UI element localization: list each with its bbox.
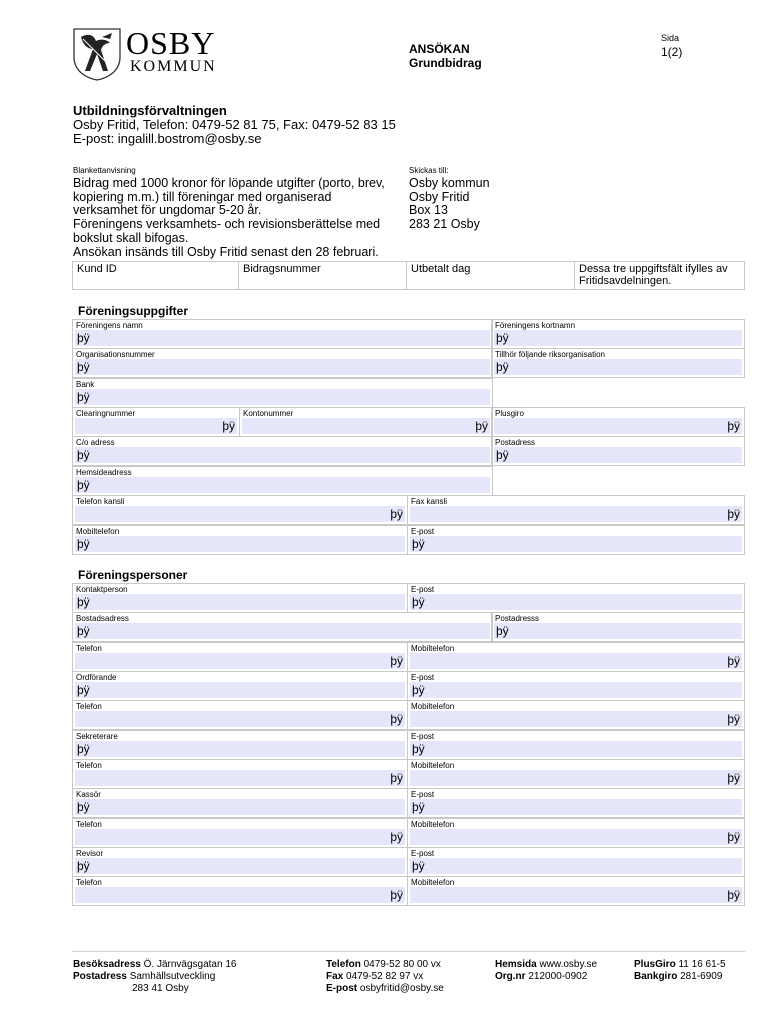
instruction-line: kopiering m.m.) till föreningar med organiserad xyxy=(73,189,332,204)
field-label: Mobiltelefon xyxy=(411,761,455,770)
text-input[interactable]: þÿ xyxy=(410,858,742,874)
footer-epost-label: E-post xyxy=(326,983,358,994)
kontakt-telefon-field[interactable] xyxy=(72,642,408,672)
footer-plusgiro-label: PlusGiro xyxy=(634,959,676,970)
sekreterare-field[interactable] xyxy=(72,730,408,760)
mobiltelefon-field[interactable] xyxy=(72,525,408,555)
send-to-line: 283 21 Osby xyxy=(409,217,480,232)
field-label: Föreningens kortnamn xyxy=(495,321,576,330)
field-label: Föreningens namn xyxy=(76,321,143,330)
footer-bankgiro-value: 281-6909 xyxy=(680,971,723,982)
field-label: Mobiltelefon xyxy=(411,644,455,653)
send-to-label: Skickas till: xyxy=(409,166,449,175)
field-label: Hemsideadress xyxy=(76,468,132,477)
text-input[interactable]: þÿ xyxy=(75,653,405,669)
text-input[interactable]: þÿ xyxy=(410,829,742,845)
footer-bankgiro-label: Bankgiro xyxy=(634,971,678,982)
text-input[interactable]: þÿ xyxy=(75,447,490,463)
text-input[interactable]: þÿ xyxy=(410,536,742,552)
kontaktperson-field[interactable] xyxy=(72,583,408,613)
footer-hemsida-value: www.osby.se xyxy=(539,959,598,970)
footer-post-value2: 283 41 Osby xyxy=(132,983,189,994)
text-input[interactable]: þÿ xyxy=(75,711,405,727)
field-label: Postadress xyxy=(495,438,536,447)
field-label: Telefon kansli xyxy=(76,497,125,506)
kontaktperson-epost-field[interactable] xyxy=(407,583,745,613)
postadresss-field[interactable] xyxy=(491,612,745,642)
ordforande-field[interactable] xyxy=(72,671,408,701)
instruction-line: bokslut skall bifogas. xyxy=(73,230,189,245)
text-input[interactable]: þÿ xyxy=(410,770,742,786)
utbetalt-cell xyxy=(406,261,575,290)
admin-note: Dessa tre uppgiftsfält ifylles av Fritidsavdelningen. xyxy=(579,263,728,287)
kassor-field[interactable] xyxy=(72,788,408,818)
section-foreningspersoner: Föreningspersoner xyxy=(78,568,188,582)
field-label: Plusgiro xyxy=(495,409,524,418)
sekreterare-mobiltelefon-field[interactable] xyxy=(407,759,745,789)
text-input[interactable]: þÿ xyxy=(494,418,742,434)
footer-hemsida-label: Hemsida xyxy=(495,959,537,970)
foreningens-kortnamn-field[interactable] xyxy=(491,319,745,349)
doc-subtitle: Grundbidrag xyxy=(409,56,482,70)
bidragsnummer-cell xyxy=(238,261,407,290)
field-label: E-post xyxy=(411,673,435,682)
hemsideadress-field[interactable] xyxy=(72,466,493,496)
field-label: Kassör xyxy=(76,790,101,799)
footer-post-value: Samhällsutveckling xyxy=(129,971,216,982)
plusgiro-field[interactable] xyxy=(491,407,745,437)
logo-osby-text: OSBY xyxy=(126,25,216,61)
text-input[interactable]: þÿ xyxy=(75,506,405,522)
send-to-line: Box 13 xyxy=(409,203,448,218)
text-input[interactable]: þÿ xyxy=(410,741,742,757)
send-to-line: Osby Fritid xyxy=(409,189,470,204)
admin-note-cell xyxy=(574,261,745,290)
footer-tel-label: Telefon xyxy=(326,959,361,970)
co-adress-field[interactable] xyxy=(72,436,493,466)
text-input[interactable]: þÿ xyxy=(75,682,405,698)
field-label: E-post xyxy=(411,732,435,741)
text-input[interactable]: þÿ xyxy=(242,418,490,434)
foreningens-namn-field[interactable] xyxy=(72,319,493,349)
text-input[interactable]: þÿ xyxy=(75,477,490,493)
text-input[interactable]: þÿ xyxy=(410,653,742,669)
footer-besok-value: Ö. Järnvägsgatan 16 xyxy=(143,959,237,970)
sender-org: Utbildningsförvaltningen xyxy=(73,103,227,118)
sender-line1: Osby Fritid, Telefon: 0479-52 81 75, Fax: 0479-52 83 15 xyxy=(73,117,396,132)
bank-field[interactable] xyxy=(72,378,493,408)
logo-kommun-text: KOMMUN xyxy=(130,58,217,75)
clearingnummer-field[interactable] xyxy=(72,407,240,437)
field-label: Bostadsadress xyxy=(76,614,129,623)
field-label: C/o adress xyxy=(76,438,115,447)
field-label: Telefon xyxy=(76,761,102,770)
footer-post-label: Postadress xyxy=(73,971,127,982)
revisor-telefon-field[interactable] xyxy=(72,876,408,906)
footer-fax-value: 0479-52 82 97 vx xyxy=(346,971,424,982)
sekreterare-epost-field[interactable] xyxy=(407,730,745,760)
field-label: E-post xyxy=(411,585,435,594)
text-input[interactable]: þÿ xyxy=(410,799,742,815)
kontakt-mobiltelefon-field[interactable] xyxy=(407,642,745,672)
bostadsadress-field[interactable] xyxy=(72,612,493,642)
instruction-line: verksamhet för ungdomar 5-20 år. xyxy=(73,203,262,218)
kassor-telefon-field[interactable] xyxy=(72,818,408,848)
text-input[interactable]: þÿ xyxy=(410,887,742,903)
footer-contact xyxy=(326,959,444,995)
instructions-text xyxy=(73,177,408,259)
text-input[interactable]: þÿ xyxy=(494,359,742,375)
municipality-logo xyxy=(72,27,222,82)
field-label: Clearingnummer xyxy=(76,409,136,418)
postadress-field[interactable] xyxy=(491,436,745,466)
text-input[interactable]: þÿ xyxy=(75,594,405,610)
doc-title: ANSÖKAN xyxy=(409,42,470,56)
page-number: 1(2) xyxy=(661,45,683,59)
footer-address xyxy=(73,959,236,995)
text-input[interactable]: þÿ xyxy=(75,418,237,434)
organisationsnummer-field[interactable] xyxy=(72,348,493,378)
field-label: Tillhör följande riksorganisation xyxy=(495,350,605,359)
footer-tel-value: 0479-52 80 00 vx xyxy=(363,959,441,970)
field-label: Telefon xyxy=(76,644,102,653)
kassor-mobiltelefon-field[interactable] xyxy=(407,818,745,848)
sender-line2: E-post: ingalill.bostrom@osby.se xyxy=(73,131,262,146)
footer-epost-value: osbyfritid@osby.se xyxy=(359,983,444,994)
bidragsnummer-label: Bidragsnummer xyxy=(243,263,321,275)
page-label: Sida xyxy=(661,33,680,43)
kund-id-cell xyxy=(72,261,239,290)
text-input[interactable]: þÿ xyxy=(75,799,405,815)
footer-fax-label: Fax xyxy=(326,971,344,982)
field-label: Mobiltelefon xyxy=(411,878,455,887)
kontonummer-field[interactable] xyxy=(239,407,493,437)
ordforande-telefon-field[interactable] xyxy=(72,700,408,730)
instruction-line: Bidrag med 1000 kronor för löpande utgifter (porto, brev, xyxy=(73,176,385,190)
text-input[interactable]: þÿ xyxy=(410,711,742,727)
field-label: E-post xyxy=(411,849,435,858)
fax-kansli-field[interactable] xyxy=(407,495,745,525)
field-label: Postadresss xyxy=(495,614,540,623)
footer-orgnr-value: 212000-0902 xyxy=(528,971,588,982)
text-input[interactable]: þÿ xyxy=(75,330,490,346)
field-label: Telefon xyxy=(76,820,102,829)
field-label: Mobiltelefon xyxy=(411,820,455,829)
telefon-kansli-field[interactable] xyxy=(72,495,408,525)
field-label: Telefon xyxy=(76,702,102,711)
text-input[interactable]: þÿ xyxy=(75,741,405,757)
field-label: Mobiltelefon xyxy=(76,527,120,536)
instruction-line: Ansökan insänds till Osby Fritid senast den 28 februari. xyxy=(73,244,379,259)
text-input[interactable]: þÿ xyxy=(410,594,742,610)
instruction-line: Föreningens verksamhets- och revisionsberättelse med xyxy=(73,217,381,232)
footer-orgnr-label: Org.nr xyxy=(495,971,526,982)
ordforande-epost-field[interactable] xyxy=(407,671,745,701)
send-to-line: Osby kommun xyxy=(409,176,490,190)
text-input[interactable]: þÿ xyxy=(410,506,742,522)
text-input[interactable]: þÿ xyxy=(494,623,742,639)
text-input[interactable]: þÿ xyxy=(75,887,405,903)
field-label: Organisationsnummer xyxy=(76,350,155,359)
utbetalt-label: Utbetalt dag xyxy=(411,263,471,275)
text-input[interactable]: þÿ xyxy=(494,447,742,463)
text-input[interactable]: þÿ xyxy=(75,623,490,639)
epost-field[interactable] xyxy=(407,525,745,555)
kund-id-label: Kund ID xyxy=(77,263,117,275)
text-input[interactable]: þÿ xyxy=(494,330,742,346)
footer-plusgiro-value: 11 16 61-5 xyxy=(678,959,726,970)
revisor-mobiltelefon-field[interactable] xyxy=(407,876,745,906)
text-input[interactable]: þÿ xyxy=(410,682,742,698)
field-label: Kontonummer xyxy=(243,409,294,418)
field-label: Mobiltelefon xyxy=(411,702,455,711)
field-label: Kontaktperson xyxy=(76,585,128,594)
text-input[interactable]: þÿ xyxy=(75,389,490,405)
field-label: E-post xyxy=(411,527,435,536)
riksorganisation-field[interactable] xyxy=(491,348,745,378)
field-label: E-post xyxy=(411,790,435,799)
footer-web xyxy=(495,959,597,983)
field-label: Revisor xyxy=(76,849,104,858)
instructions-label: Blankettanvisning xyxy=(73,166,136,175)
text-input[interactable]: þÿ xyxy=(75,858,405,874)
ordforande-mobiltelefon-field[interactable] xyxy=(407,700,745,730)
field-label: Sekreterare xyxy=(76,732,118,741)
field-label: Telefon xyxy=(76,878,102,887)
sekreterare-telefon-field[interactable] xyxy=(72,759,408,789)
footer-besok-label: Besöksadress xyxy=(73,959,141,970)
field-label: Fax kansli xyxy=(411,497,448,506)
send-to-address xyxy=(409,177,490,232)
coat-of-arms-icon xyxy=(72,27,122,81)
footer-divider xyxy=(72,951,745,952)
revisor-field[interactable] xyxy=(72,847,408,877)
field-label: Bank xyxy=(76,380,95,389)
text-input[interactable]: þÿ xyxy=(75,359,490,375)
text-input[interactable]: þÿ xyxy=(75,770,405,786)
text-input[interactable]: þÿ xyxy=(75,536,405,552)
footer-giro xyxy=(634,959,726,983)
revisor-epost-field[interactable] xyxy=(407,847,745,877)
kassor-epost-field[interactable] xyxy=(407,788,745,818)
text-input[interactable]: þÿ xyxy=(75,829,405,845)
section-foreningsuppgifter: Föreningsuppgifter xyxy=(78,304,188,318)
field-label: Ordförande xyxy=(76,673,117,682)
